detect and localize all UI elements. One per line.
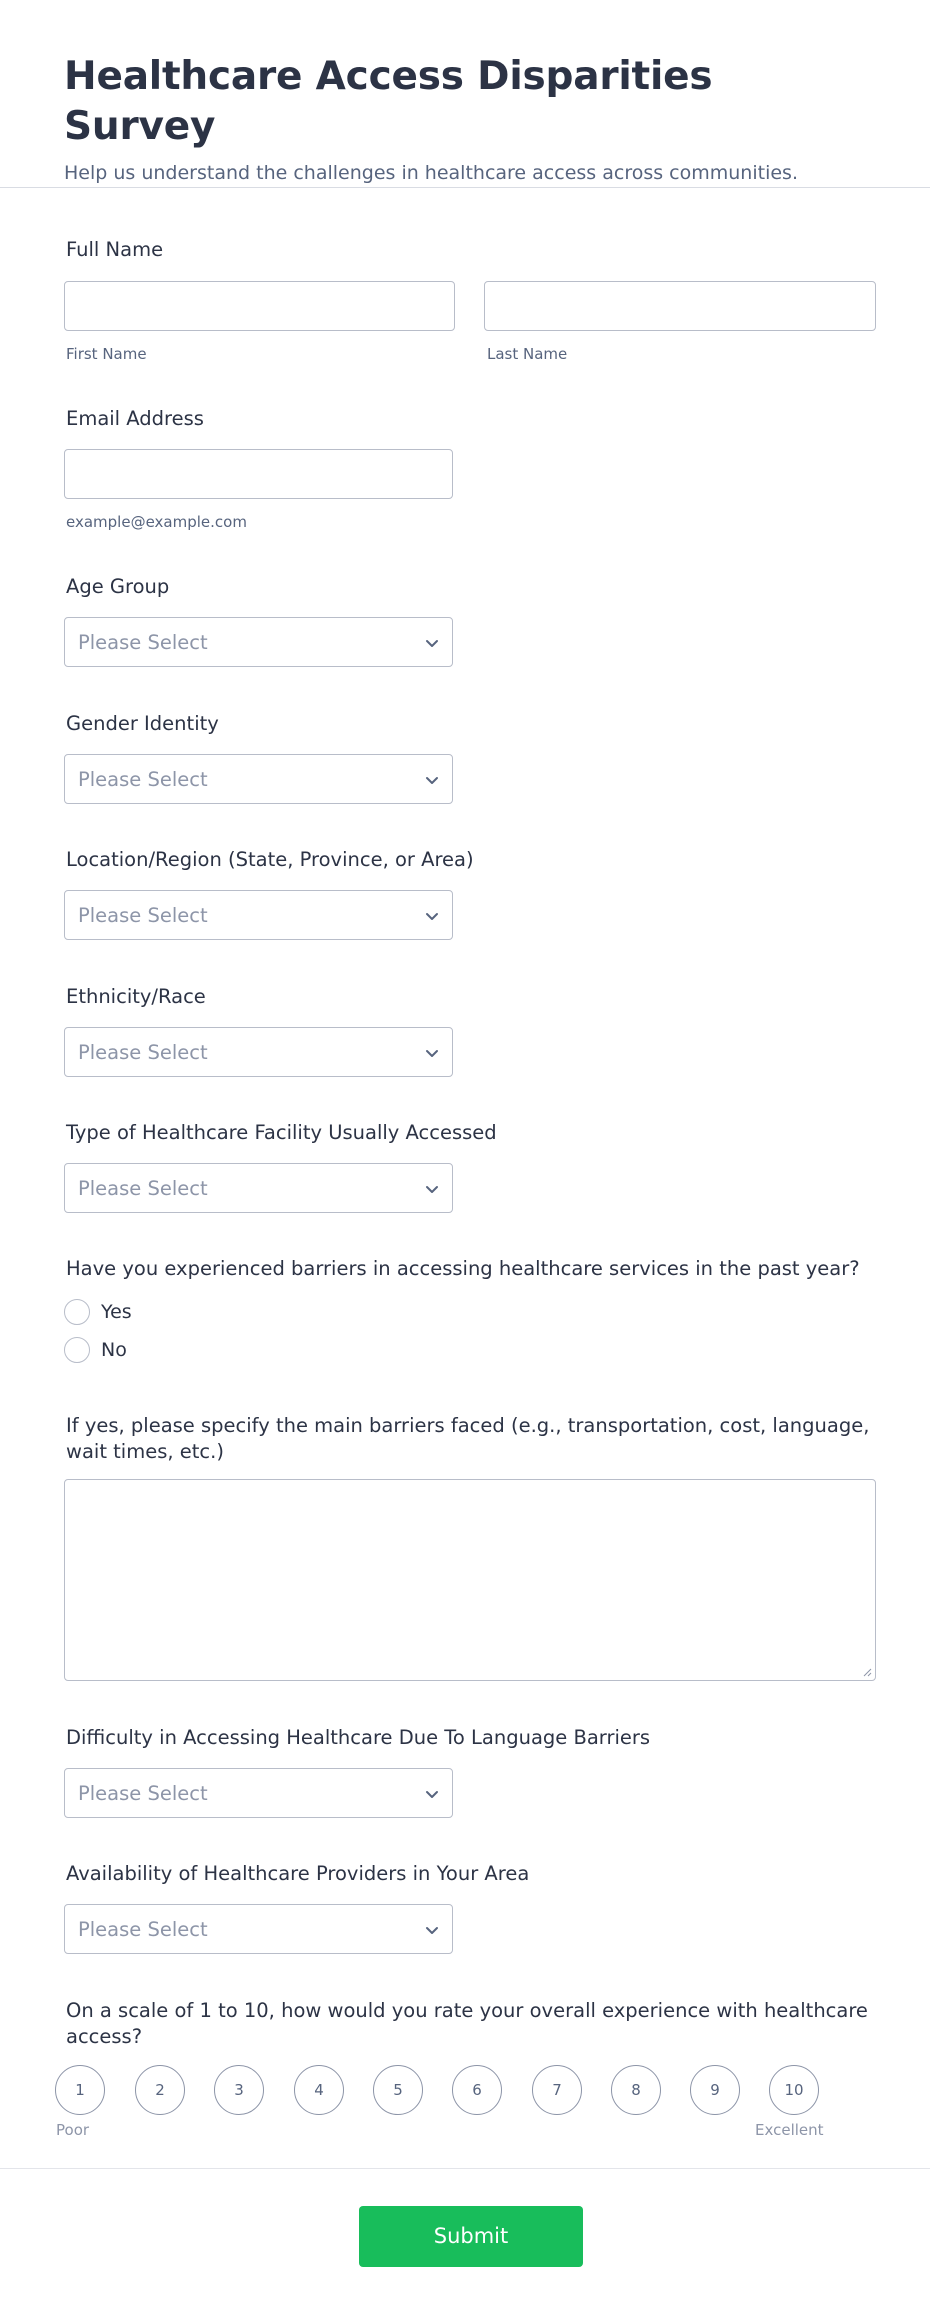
form-title: Healthcare Access Disparities Survey: [64, 54, 713, 149]
location-placeholder: Please Select: [78, 904, 208, 927]
age-group-select[interactable]: [64, 617, 453, 667]
provider-availability-label: Availability of Healthcare Providers in Your Area: [66, 1862, 530, 1885]
chevron-down-icon: [424, 1045, 440, 1061]
gender-identity-label: Gender Identity: [66, 712, 219, 735]
radio-label: Yes: [101, 1301, 132, 1323]
gender-identity-select[interactable]: [64, 754, 453, 804]
gender-identity-placeholder: Please Select: [78, 768, 208, 791]
barriers-detail-textarea[interactable]: [64, 1479, 876, 1681]
scale-option-9[interactable]: 9: [690, 2065, 740, 2115]
chevron-down-icon: [424, 772, 440, 788]
location-label: Location/Region (State, Province, or Area): [66, 848, 474, 871]
language-barriers-select[interactable]: [64, 1768, 453, 1818]
email-label: Email Address: [66, 407, 204, 430]
facility-type-label: Type of Healthcare Facility Usually Accessed: [66, 1121, 497, 1144]
scale-option-2[interactable]: 2: [135, 2065, 185, 2115]
email-input[interactable]: [64, 449, 453, 499]
chevron-down-icon: [424, 1786, 440, 1802]
ethnicity-label: Ethnicity/Race: [66, 985, 206, 1008]
chevron-down-icon: [424, 1922, 440, 1938]
chevron-down-icon: [424, 635, 440, 651]
scale-option-3[interactable]: 3: [214, 2065, 264, 2115]
resize-grip-icon[interactable]: [862, 1667, 872, 1677]
scale-option-6[interactable]: 6: [452, 2065, 502, 2115]
scale-low-label: Poor: [56, 2121, 90, 2139]
full-name-label: Full Name: [66, 238, 164, 261]
scale-option-7[interactable]: 7: [532, 2065, 582, 2115]
email-sublabel: example@example.com: [66, 513, 247, 531]
radio-circle[interactable]: [64, 1299, 90, 1325]
submit-button[interactable]: Submit: [359, 2206, 583, 2267]
scale-option-4[interactable]: 4: [294, 2065, 344, 2115]
last-name-sublabel: Last Name: [487, 345, 568, 363]
ethnicity-select[interactable]: [64, 1027, 453, 1077]
barriers-detail-label: If yes, please specify the main barriers faced (e.g., transportation, cost, language, wait times, etc.): [66, 1414, 870, 1463]
barriers-question: Have you experienced barriers in accessing healthcare services in the past year?: [66, 1257, 860, 1280]
radio-label: No: [101, 1339, 127, 1361]
language-barriers-placeholder: Please Select: [78, 1782, 208, 1805]
first-name-input[interactable]: [64, 281, 455, 331]
form-header: [0, 0, 930, 188]
age-group-placeholder: Please Select: [78, 631, 208, 654]
scale-option-5[interactable]: 5: [373, 2065, 423, 2115]
form-subtitle: Help us understand the challenges in healthcare access across communities.: [64, 162, 798, 184]
language-barriers-label: Difficulty in Accessing Healthcare Due To Language Barriers: [66, 1726, 651, 1749]
rating-question: On a scale of 1 to 10, how would you rate your overall experience with healthcare access?: [66, 1999, 868, 2048]
age-group-label: Age Group: [66, 575, 170, 598]
chevron-down-icon: [424, 1181, 440, 1197]
scale-option-10[interactable]: 10: [769, 2065, 819, 2115]
location-select[interactable]: [64, 890, 453, 940]
scale-option-1[interactable]: 1: [55, 2065, 105, 2115]
form-footer: [0, 2168, 930, 2313]
last-name-input[interactable]: [484, 281, 876, 331]
first-name-sublabel: First Name: [66, 345, 147, 363]
facility-type-select[interactable]: [64, 1163, 453, 1213]
provider-availability-placeholder: Please Select: [78, 1918, 208, 1941]
scale-option-8[interactable]: 8: [611, 2065, 661, 2115]
provider-availability-select[interactable]: [64, 1904, 453, 1954]
scale-high-label: Excellent: [755, 2121, 824, 2139]
chevron-down-icon: [424, 908, 440, 924]
radio-circle[interactable]: [64, 1337, 90, 1363]
ethnicity-placeholder: Please Select: [78, 1041, 208, 1064]
barriers-option-yes[interactable]: [64, 1299, 184, 1325]
facility-type-placeholder: Please Select: [78, 1177, 208, 1200]
barriers-option-no[interactable]: [64, 1337, 184, 1363]
